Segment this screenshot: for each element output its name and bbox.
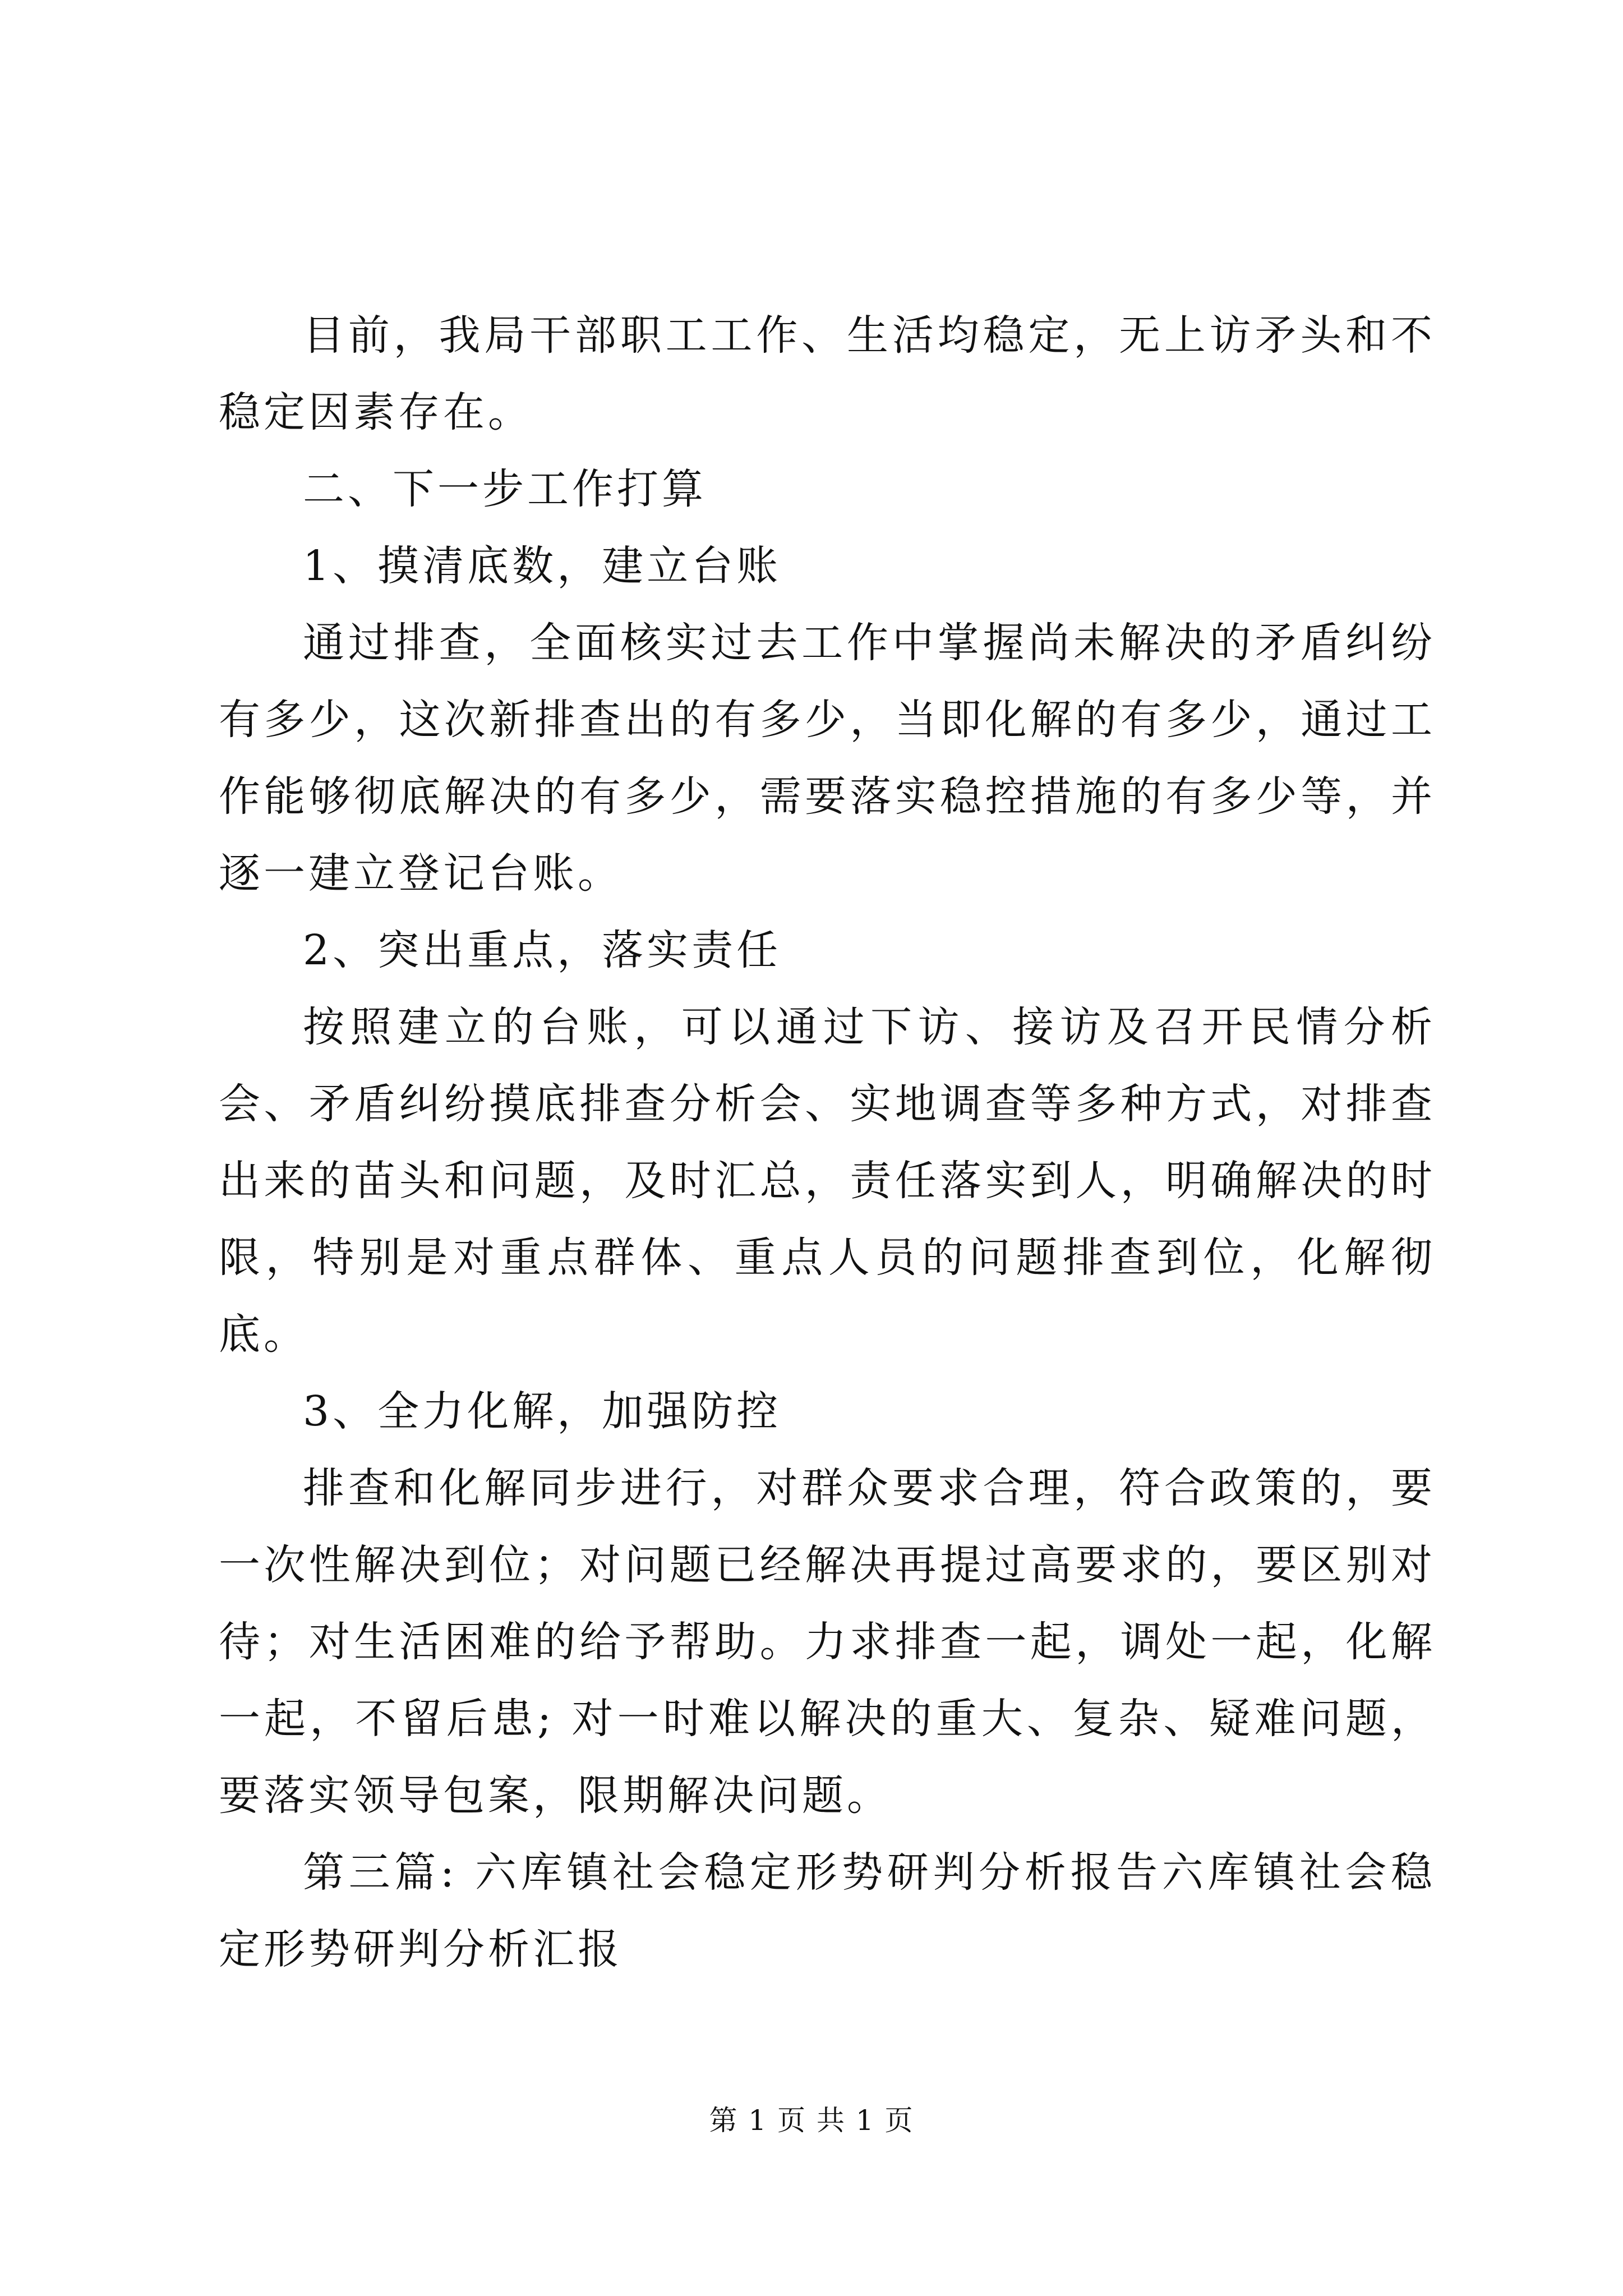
next-article-title: 第三篇: 六库镇社会稳定形势研判分析报告六库镇社会稳定形势研判分析汇报 [219, 1848, 1436, 1973]
page-footer: 第 1 页 共 1 页 [709, 2104, 914, 2137]
paragraph-status: 目前，我局干部职工工作、生活均稳定，无上访矛头和不稳定因素存在。 [219, 311, 1436, 436]
paragraph-3: 排查和化解同步进行，对群众要求合理，符合政策的，要一次性解决到位；对问题已经解决再提过高要求的，要区别对待；对生活困难的给予帮助。力求排查一起，调处一起，化解一起，不留后患; 对一时难以解决的重大、复杂、疑难问题，要落实领导包案，限期解决问题。 [219, 1464, 1436, 1820]
document-body [219, 297, 1436, 1988]
paragraph-1: 通过排查，全面核实过去工作中掌握尚未解决的矛盾纠纷有多少，这次新排查出的有多少，当即化解的有多少，通过工作能够彻底解决的有多少，需要落实稳控措施的有多少等，并逐一建立登记台账。 [219, 619, 1436, 898]
subheading-1: 1、摸清底数，建立台账 [303, 542, 782, 590]
subheading-3: 3、全力化解，加强防控 [303, 1387, 782, 1435]
paragraph-2: 按照建立的台账，可以通过下访、接访及召开民情分析会、矛盾纠纷摸底排查分析会、实地调查等多种方式，对排查出来的苗头和问题，及时汇总，责任落实到人，明确解决的时限，特别是对重点群体、重点人员的问题排查到位，化解彻底。 [219, 1003, 1436, 1359]
section-heading-next-steps: 二、下一步工作打算 [303, 465, 707, 513]
subheading-2: 2、突出重点，落实责任 [303, 926, 782, 974]
